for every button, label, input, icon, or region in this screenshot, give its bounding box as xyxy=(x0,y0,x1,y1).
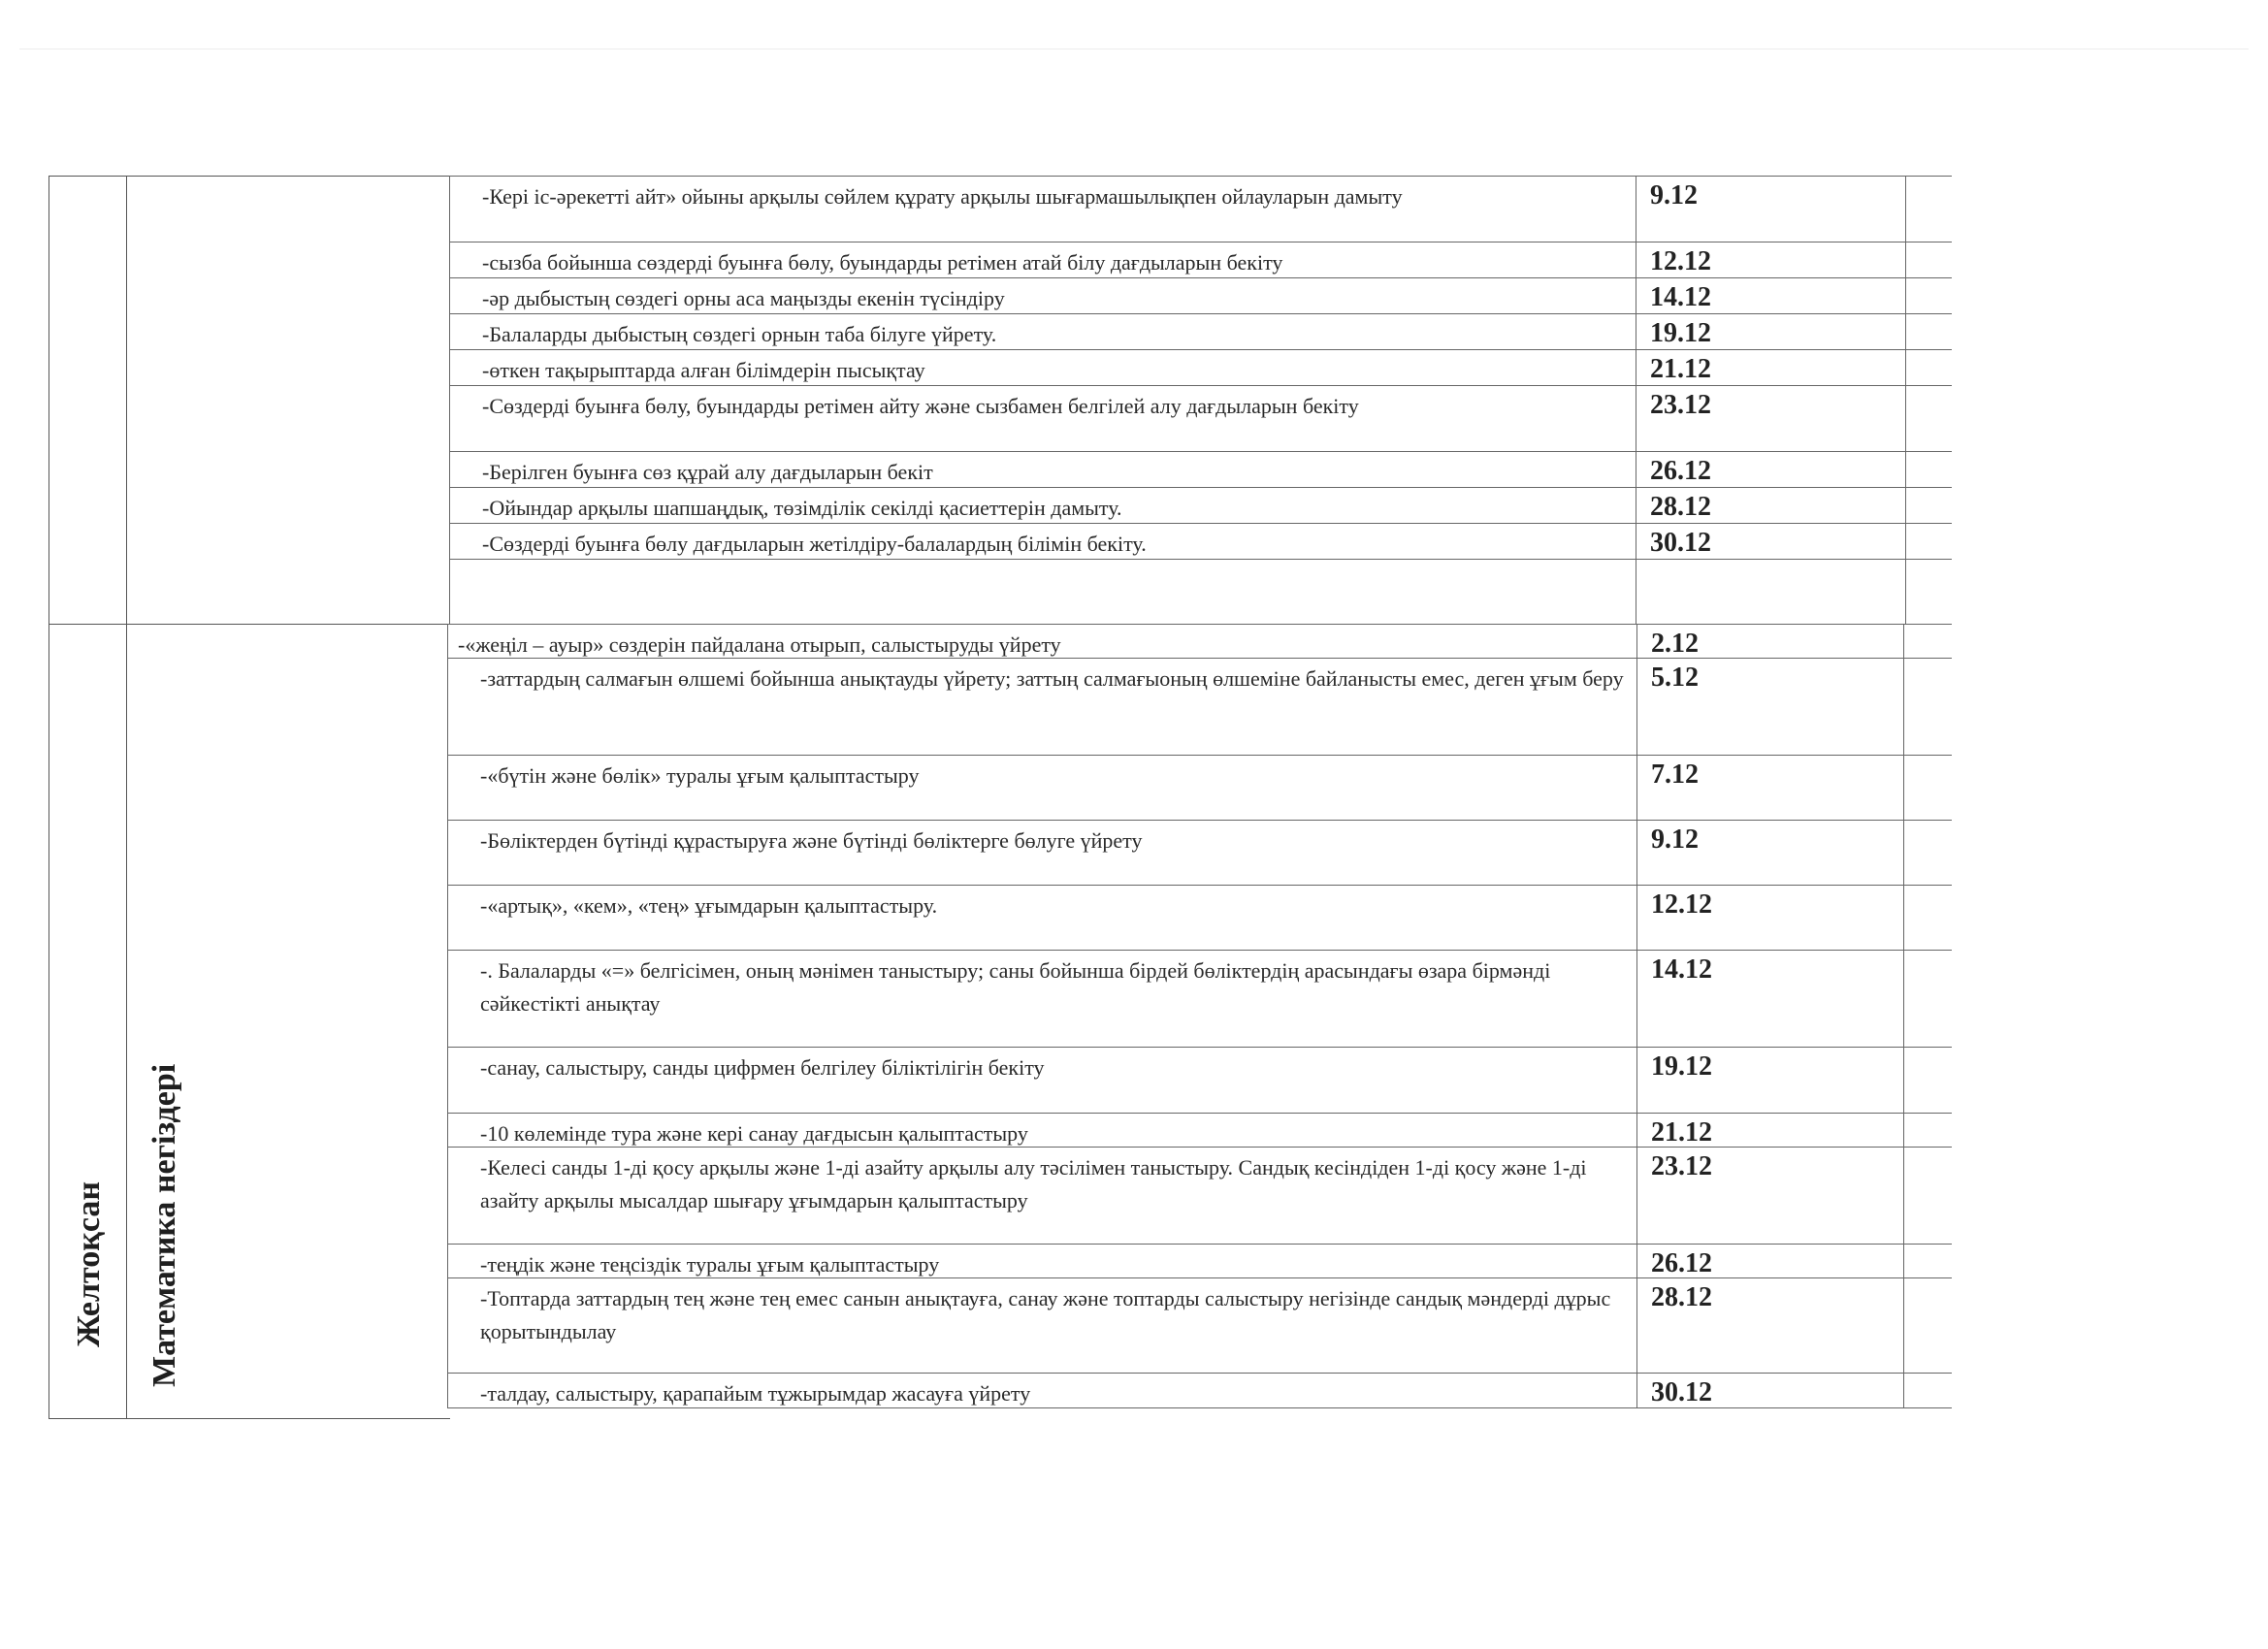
table-row xyxy=(449,349,1952,385)
topic-cell: -. Балаларды «=» белгісімен, оның мәнімен таныстыру; саны бойынша бірдей бөліктердің арасындағы өзара бірмәнді сәйкестікті анықтау xyxy=(447,951,1637,1047)
table-row xyxy=(447,1277,1952,1373)
topic-cell: -Топтарда заттардың тең және тең емес санын анықтауға, санау және топтарды салыстыру негізінде сандық мәндерді дұрыс қорытындылау xyxy=(447,1278,1637,1373)
date-cell: 21.12 xyxy=(1636,350,1906,385)
date-cell: 28.12 xyxy=(1637,1278,1904,1373)
table-row xyxy=(447,624,1952,658)
table-row xyxy=(447,1147,1952,1244)
topic-cell: -сызба бойынша сөздерді буынға бөлу, буындарды ретімен атай білу дағдыларын бекіту xyxy=(449,242,1636,277)
lesson-rows xyxy=(449,176,1952,624)
date-cell: 23.12 xyxy=(1636,386,1906,451)
date-cell: 14.12 xyxy=(1637,951,1904,1047)
date-cell: 2.12 xyxy=(1637,625,1904,658)
table-row xyxy=(449,242,1952,277)
date-cell: 9.12 xyxy=(1637,821,1904,885)
table-row xyxy=(447,820,1952,885)
table-row xyxy=(449,313,1952,349)
topic-cell: -Бөліктерден бүтінді құрастыруға және бүтінді бөліктерге бөлуге үйрету xyxy=(447,821,1637,885)
section-math xyxy=(49,624,1903,1419)
date-cell: 12.12 xyxy=(1636,242,1906,277)
topic-cell: -Ойындар арқылы шапшаңдық, төзімділік секілді қасиеттерін дамыту. xyxy=(449,488,1636,523)
table-row xyxy=(449,523,1952,559)
topic-cell: -әр дыбыстың сөздегі орны аса маңызды екенін түсіндіру xyxy=(449,278,1636,313)
date-cell: 30.12 xyxy=(1636,524,1906,559)
table-row xyxy=(447,1373,1952,1408)
date-cell: 5.12 xyxy=(1637,659,1904,755)
lesson-plan-table xyxy=(49,176,1903,1419)
date-cell: 12.12 xyxy=(1637,886,1904,950)
table-row xyxy=(447,950,1952,1047)
month-label: Желтоқсан xyxy=(71,1181,107,1347)
table-row xyxy=(449,385,1952,451)
table-row xyxy=(449,487,1952,523)
topic-cell: -Сөздерді буынға бөлу, буындарды ретімен айту және сызбамен белгілей алу дағдыларын бекіту xyxy=(449,386,1636,451)
scan-edge-line xyxy=(19,48,2249,49)
topic-cell: -талдау, салыстыру, қарапайым тұжырымдар жасауға үйрету xyxy=(447,1374,1637,1407)
topic-cell: -Сөздерді буынға бөлу дағдыларын жетілдіру-балалардың білімін бекіту. xyxy=(449,524,1636,559)
date-cell: 19.12 xyxy=(1636,314,1906,349)
topic-cell: -Кері іс-әрекетті айт» ойыны арқылы сөйлем құрату арқылы шығармашылықпен ойлауларын дамыту xyxy=(449,177,1636,242)
subject-column xyxy=(126,176,450,624)
table-row xyxy=(449,176,1952,242)
date-cell: 7.12 xyxy=(1637,756,1904,820)
table-row xyxy=(447,1113,1952,1147)
topic-cell: -теңдік және теңсіздік туралы ұғым қалыптастыру xyxy=(447,1245,1637,1277)
table-row xyxy=(447,658,1952,755)
date-cell: 9.12 xyxy=(1636,177,1906,242)
topic-cell: -санау, салыстыру, санды цифрмен белгілеу біліктілігін бекіту xyxy=(447,1048,1637,1113)
topic-cell: -10 көлемінде тура және кері санау дағдысын қалыптастыру xyxy=(447,1114,1637,1147)
date-cell: 28.12 xyxy=(1636,488,1906,523)
topic-cell: -заттардың салмағын өлшемі бойынша анықтауды үйрету; заттың салмағыоның өлшеміне байланысты емес, деген ұғым беру xyxy=(447,659,1637,755)
table-row-empty xyxy=(449,559,1952,624)
subject-column xyxy=(126,624,450,1419)
topic-cell: -«артық», «кем», «тең» ұғымдарын қалыптастыру. xyxy=(447,886,1637,950)
date-cell: 30.12 xyxy=(1637,1374,1904,1407)
table-row xyxy=(447,755,1952,820)
table-row xyxy=(447,1244,1952,1277)
date-cell: 26.12 xyxy=(1636,452,1906,487)
lesson-rows xyxy=(447,624,1952,1408)
month-column xyxy=(49,624,127,1419)
date-cell: 26.12 xyxy=(1637,1245,1904,1277)
topic-cell: -«жеңіл – ауыр» сөздерін пайдалана отырып, салыстыруды үйрету xyxy=(447,625,1637,658)
section-language xyxy=(49,176,1903,624)
topic-cell: -Берілген буынға сөз құрай алу дағдыларын бекіт xyxy=(449,452,1636,487)
table-row xyxy=(447,1047,1952,1113)
date-cell: 19.12 xyxy=(1637,1048,1904,1113)
table-row xyxy=(447,885,1952,950)
topic-cell: -Балаларды дыбыстың сөздегі орнын таба білуге үйрету. xyxy=(449,314,1636,349)
topic-cell xyxy=(449,560,1636,624)
table-row xyxy=(449,451,1952,487)
month-column xyxy=(49,176,127,624)
date-cell: 14.12 xyxy=(1636,278,1906,313)
date-cell xyxy=(1636,560,1906,624)
table-row xyxy=(449,277,1952,313)
date-cell: 23.12 xyxy=(1637,1148,1904,1244)
subject-label: Математика негіздері xyxy=(146,1063,182,1387)
date-cell: 21.12 xyxy=(1637,1114,1904,1147)
topic-cell: -Келесі санды 1-ді қосу арқылы және 1-ді азайту арқылы алу тәсілімен таныстыру. Сандық кесіндіден 1-ді қосу және 1-ді азайту арқылы мысалдар шығару ұғымдарын қалыптастыру xyxy=(447,1148,1637,1244)
topic-cell: -«бүтін және бөлік» туралы ұғым қалыптастыру xyxy=(447,756,1637,820)
topic-cell: -өткен тақырыптарда алған білімдерін пысықтау xyxy=(449,350,1636,385)
